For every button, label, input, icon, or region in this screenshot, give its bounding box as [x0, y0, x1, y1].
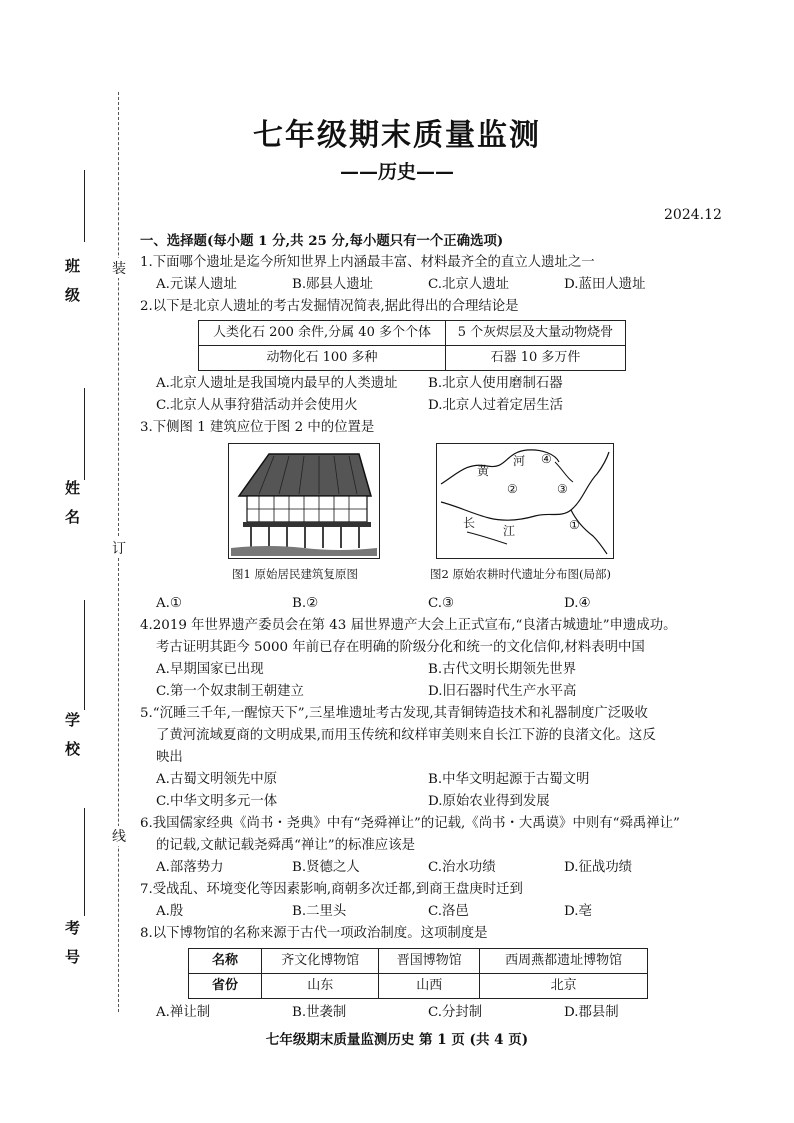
- option-d: D.原始农业得到发展: [428, 794, 550, 809]
- option-d: D.征战功绩: [564, 860, 633, 875]
- option-a: A.禅让制: [156, 1005, 211, 1020]
- table-cell: 人类化石 200 余件,分属 40 多个个体: [199, 321, 446, 346]
- question-stem: 3.下侧图 1 建筑应位于图 2 中的位置是: [140, 420, 375, 435]
- options: [140, 857, 700, 879]
- question-2: [140, 296, 700, 417]
- question-7: [140, 879, 700, 923]
- options: [140, 901, 700, 923]
- option-b: B.②: [292, 596, 319, 611]
- options: [140, 769, 700, 813]
- option-a: A.古蜀文明领先中原: [156, 772, 278, 787]
- option-b: B.北京人使用磨制石器: [428, 376, 563, 391]
- table-row: [199, 346, 626, 371]
- table-cell: 5 个灰烬层及大量动物烧骨: [445, 321, 625, 346]
- question-5: [140, 703, 700, 813]
- options: [140, 373, 700, 417]
- table-row: [189, 974, 648, 999]
- figure-2-caption: 图2 原始农耕时代遗址分布图(局部): [430, 567, 611, 581]
- table-row: [189, 949, 648, 974]
- question-stem-continued: 的记载,文献记载尧舜禹“禅让”的标准应该是: [156, 838, 415, 853]
- table-cell: 晋国博物馆: [379, 949, 480, 974]
- option-d: D.北京人过着定居生活: [428, 398, 564, 413]
- site-distribution-map: [436, 443, 614, 559]
- table-cell: 省份: [189, 974, 262, 999]
- question-stem-continued: 映出: [156, 750, 183, 765]
- option-b: B.古代文明长期领先世界: [428, 662, 577, 677]
- school-underline: [84, 600, 85, 710]
- map-marker-3: ③: [557, 482, 568, 496]
- class-label: 班级: [63, 258, 81, 316]
- stilt-house-illustration: [228, 443, 380, 559]
- table-cell: 石器 10 多万件: [445, 346, 625, 371]
- options: [140, 593, 700, 615]
- option-c: C.北京人遗址: [428, 277, 509, 292]
- option-c: C.中华文明多元一体: [156, 794, 278, 809]
- question-content: [140, 230, 700, 1024]
- stilt-house-drawing: [229, 444, 379, 558]
- question-stem: 6.我国儒家经典《尚书・尧典》中有“尧舜禅让”的记载,《尚书・大禹谟》中则有“舜禹禅让”: [140, 816, 680, 831]
- excavation-table: [198, 320, 626, 371]
- exam-number-underline: [84, 808, 85, 916]
- option-a: A.①: [156, 596, 182, 611]
- option-a: A.部落势力: [156, 860, 224, 875]
- exam-title: 七年级期末质量监测: [253, 118, 541, 153]
- question-4: [140, 615, 700, 703]
- museum-table: [188, 948, 648, 999]
- option-d: D.④: [564, 596, 591, 611]
- option-d: D.亳: [564, 904, 592, 919]
- map-label-jiang: 江: [503, 524, 516, 538]
- map-marker-4: ④: [541, 452, 552, 466]
- page-footer: 七年级期末质量监测历史 第 1 页 (共 4 页): [265, 1032, 529, 1048]
- option-c: C.北京人从事狩猎活动并会使用火: [156, 398, 358, 413]
- name-underline: [84, 388, 85, 480]
- table-cell: 齐文化博物馆: [262, 949, 379, 974]
- option-c: C.分封制: [428, 1005, 483, 1020]
- question-stem: 5.“沉睡三千年,一醒惊天下”,三星堆遗址考古发现,其青铜铸造技术和礼器制度广泛吸收: [140, 706, 648, 721]
- table-cell: 山西: [379, 974, 480, 999]
- table-cell: 山东: [262, 974, 379, 999]
- map-label-chang: 长: [463, 516, 476, 530]
- option-b: B.中华文明起源于古蜀文明: [428, 772, 590, 787]
- name-label: 姓名: [63, 480, 81, 538]
- exam-number-label: 考号: [63, 920, 81, 978]
- option-c: C.第一个奴隶制王朝建立: [156, 684, 304, 699]
- table-cell: 动物化石 100 多种: [199, 346, 446, 371]
- option-a: A.元谋人遗址: [156, 277, 237, 292]
- option-d: D.郡县制: [564, 1005, 619, 1020]
- option-b: B.世袭制: [292, 1005, 347, 1020]
- table-row: [199, 321, 626, 346]
- question-3: [140, 417, 700, 615]
- options: [140, 1002, 700, 1024]
- question-stem: 8.以下博物馆的名称来源于古代一项政治制度。这项制度是: [140, 926, 488, 941]
- question-stem-continued: 了黄河流域夏商的文明成果,而用玉传统和纹样审美则来自长江下游的良渚文化。这反: [156, 728, 656, 743]
- option-b: B.贤德之人: [292, 860, 360, 875]
- option-b: B.二里头: [292, 904, 347, 919]
- option-c: C.洛邑: [428, 904, 469, 919]
- exam-subtitle: ——历史——: [339, 161, 454, 183]
- exam-date: 2024.12: [664, 207, 722, 223]
- question-stem: 1.下面哪个遗址是迄今所知世界上内涵最丰富、材料最齐全的直立人遗址之一: [140, 255, 595, 270]
- options: [140, 659, 700, 703]
- map-marker-2: ②: [507, 482, 518, 496]
- option-a: A.早期国家已出现: [156, 662, 264, 677]
- binding-mark-ding: 订: [112, 538, 126, 558]
- map-label-he: 河: [513, 454, 526, 468]
- option-a: A.殷: [156, 904, 184, 919]
- option-a: A.北京人遗址是我国境内最早的人类遗址: [156, 376, 398, 391]
- table-cell: 北京: [480, 974, 648, 999]
- option-b: B.郧县人遗址: [292, 277, 374, 292]
- option-d: D.蓝田人遗址: [564, 277, 646, 292]
- question-stem: 2.以下是北京人遗址的考古发掘情况简表,据此得出的合理结论是: [140, 299, 519, 314]
- map-label-huang: 黄: [477, 464, 490, 478]
- binding-mark-xian: 线: [112, 826, 126, 846]
- question-8: [140, 923, 700, 1024]
- figure-1-caption: 图1 原始居民建筑复原图: [232, 567, 358, 581]
- options: [140, 274, 700, 296]
- figures: [140, 443, 700, 593]
- table-cell: 名称: [189, 949, 262, 974]
- question-stem: 4.2019 年世界遗产委员会在第 43 届世界遗产大会上正式宣布,“良渚古城遗址”申遗成功。: [140, 618, 677, 633]
- binding-mark-zhuang: 装: [112, 258, 126, 278]
- option-d: D.旧石器时代生产水平高: [428, 684, 577, 699]
- question-1: [140, 252, 700, 296]
- map-marker-1: ①: [569, 518, 580, 532]
- section-title: 一、选择题(每小题 1 分,共 25 分,每小题只有一个正确选项): [140, 233, 504, 249]
- school-label: 学校: [63, 712, 81, 770]
- question-6: [140, 813, 700, 879]
- option-c: C.③: [428, 596, 455, 611]
- question-stem: 7.受战乱、环境变化等因素影响,商朝多次迁都,到商王盘庚时迁到: [140, 882, 523, 897]
- question-stem-continued: 考古证明其距今 5000 年前已存在明确的阶级分化和统一的文化信仰,材料表明中国: [156, 640, 645, 655]
- table-cell: 西周燕都遗址博物馆: [480, 949, 648, 974]
- option-c: C.治水功绩: [428, 860, 496, 875]
